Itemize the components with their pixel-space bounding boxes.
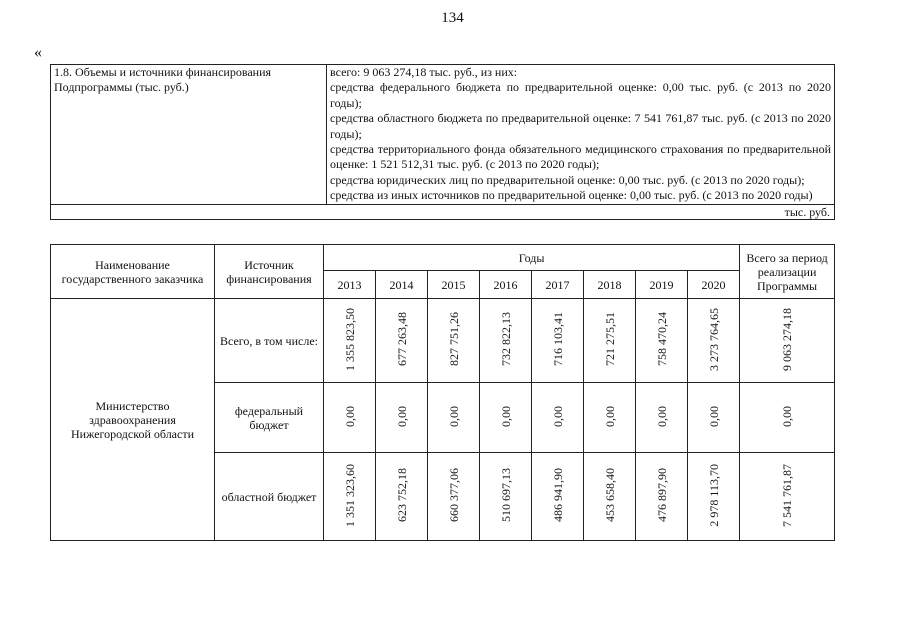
financing-table <box>50 244 835 541</box>
value-cell <box>532 299 584 383</box>
value-text: 827 751,26 <box>446 312 461 366</box>
value-cell <box>532 453 584 541</box>
section-title: 1.8. Объемы и источники финансирования Подпрограммы (тыс. руб.) <box>51 65 327 205</box>
total-cell <box>740 453 835 541</box>
value-text: 758 470,24 <box>654 312 669 366</box>
funding-line: средства областного бюджета по предварительной оценке: 7 541 761,87 тыс. руб. (с 2013 по 2020 годы); <box>330 111 831 141</box>
value-text: 0,00 <box>446 405 461 427</box>
header-years: Годы <box>324 245 740 271</box>
year-cell: 2015 <box>428 271 480 299</box>
header-total: Всего за период реализации Программы <box>740 245 835 299</box>
value-text: 1 351 323,60 <box>342 463 357 527</box>
value-text: 732 822,13 <box>498 312 513 366</box>
value-cell <box>324 453 376 541</box>
value-text: 0,00 <box>550 405 565 427</box>
total-text: 9 063 274,18 <box>780 307 795 371</box>
funding-line: всего: 9 063 274,18 тыс. руб., из них: <box>330 65 518 79</box>
value-cell <box>688 453 740 541</box>
header-source: Источник финансирования <box>215 245 324 299</box>
value-cell <box>376 383 428 453</box>
year-cell: 2014 <box>376 271 428 299</box>
value-text: 453 658,40 <box>602 468 617 522</box>
value-text: 677 263,48 <box>394 312 409 366</box>
total-cell <box>740 299 835 383</box>
open-quote: « <box>34 44 42 61</box>
year-cell: 2017 <box>532 271 584 299</box>
value-text: 716 103,41 <box>550 312 565 366</box>
value-cell <box>428 453 480 541</box>
value-cell <box>324 383 376 453</box>
value-text: 660 377,06 <box>446 468 461 522</box>
value-cell <box>636 453 688 541</box>
value-text: 0,00 <box>602 405 617 427</box>
header-row <box>51 245 835 271</box>
value-text: 623 752,18 <box>394 468 409 522</box>
value-cell <box>688 299 740 383</box>
value-cell <box>688 383 740 453</box>
value-cell <box>636 383 688 453</box>
total-cell <box>740 383 835 453</box>
value-cell <box>428 299 480 383</box>
value-cell <box>376 453 428 541</box>
funding-summary-table <box>50 64 835 220</box>
funding-line: средства территориального фонда обязательного медицинского страхования по предварительной оценке: 1 521 512,31 тыс. руб. (с 2013 по 2020 годы); <box>330 142 831 172</box>
total-text: 0,00 <box>780 405 795 427</box>
funding-line: средства федерального бюджета по предварительной оценке: 0,00 тыс. руб. (с 2013 по 2020 годы); <box>330 80 831 110</box>
value-text: 721 275,51 <box>602 312 617 366</box>
value-cell <box>376 299 428 383</box>
value-cell <box>532 383 584 453</box>
source-label: федеральный бюджет <box>215 383 324 453</box>
year-cell: 2018 <box>584 271 636 299</box>
year-cell: 2019 <box>636 271 688 299</box>
funding-line: средства юридических лиц по предварительной оценке: 0,00 тыс. руб. (с 2013 по 2020 годы); <box>330 172 805 187</box>
value-cell <box>324 299 376 383</box>
table-row <box>51 299 835 383</box>
value-text: 1 355 823,50 <box>342 307 357 371</box>
year-cell: 2013 <box>324 271 376 299</box>
funding-summary-row <box>51 65 835 205</box>
unit-row <box>51 204 835 219</box>
customer-name: Министерство здравоохранения Нижегородской области <box>51 299 215 541</box>
unit-label: тыс. руб. <box>51 204 835 219</box>
value-cell <box>584 299 636 383</box>
value-text: 3 273 764,65 <box>706 307 721 371</box>
value-text: 0,00 <box>706 405 721 427</box>
header-customer: Наименование государственного заказчика <box>51 245 215 299</box>
value-cell <box>428 383 480 453</box>
value-cell <box>584 453 636 541</box>
value-text: 0,00 <box>654 405 669 427</box>
source-label: областной бюджет <box>215 453 324 541</box>
value-cell <box>480 299 532 383</box>
value-cell <box>584 383 636 453</box>
value-text: 510 697,13 <box>498 468 513 522</box>
value-text: 0,00 <box>498 405 513 427</box>
value-text: 476 897,90 <box>654 468 669 522</box>
value-cell <box>480 453 532 541</box>
value-text: 2 978 113,70 <box>706 463 721 527</box>
funding-description <box>327 65 835 205</box>
value-text: 0,00 <box>342 405 357 427</box>
value-cell <box>636 299 688 383</box>
value-text: 486 941,90 <box>550 468 565 522</box>
total-text: 7 541 761,87 <box>780 463 795 527</box>
value-cell <box>480 383 532 453</box>
value-text: 0,00 <box>394 405 409 427</box>
funding-line: средства из иных источников по предварительной оценке: 0,00 тыс. руб. (с 2013 по 2020 годы) <box>330 188 813 203</box>
source-label: Всего, в том числе: <box>215 299 324 383</box>
year-cell: 2016 <box>480 271 532 299</box>
page-number: 134 <box>441 10 464 26</box>
year-cell: 2020 <box>688 271 740 299</box>
